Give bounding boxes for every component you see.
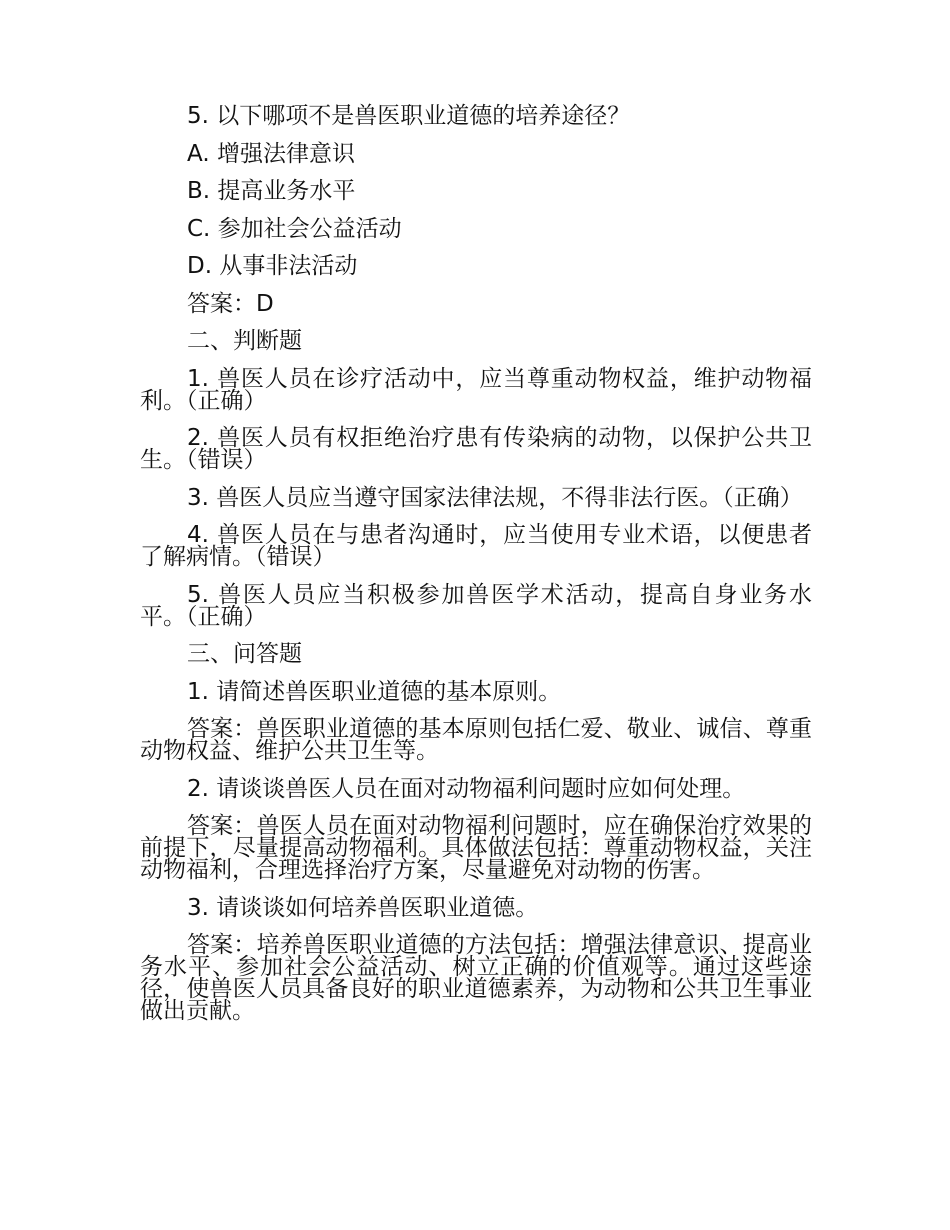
judgment-item-1: 1. 兽医人员在诊疗活动中，应当尊重动物权益，维护动物福利。（正确） <box>140 365 812 414</box>
qa-question-3: 3. 请谈谈如何培养兽医职业道德。 <box>187 894 539 921</box>
qa-answer-1: 答案：兽医职业道德的基本原则包括仁爱、敬业、诚信、尊重动物权益、维护公共卫生等。 <box>140 716 812 764</box>
mc-option-a: A. 增强法律意识 <box>187 140 355 167</box>
judgment-item-3: 3. 兽医人员应当遵守国家法律法规，不得非法行医。（正确） <box>187 484 803 511</box>
judgment-item-5: 5. 兽医人员应当积极参加兽医学术活动，提高自身业务水平。（正确） <box>140 581 812 630</box>
mc-option-b: B. 提高业务水平 <box>187 178 356 204</box>
qa-question-1: 1. 请简述兽医职业道德的基本原则。 <box>187 678 562 705</box>
mc-question-stem: 5. 以下哪项不是兽医职业道德的培养途径？ <box>187 103 631 129</box>
mc-answer: 答案：D <box>187 290 274 317</box>
judgment-item-4: 4. 兽医人员在与患者沟通时，应当使用专业术语，以便患者了解病情。（错误） <box>140 522 812 570</box>
section-heading-judgment: 二、判断题 <box>187 328 302 354</box>
mc-option-c: C. 参加社会公益活动 <box>187 215 402 242</box>
judgment-item-2: 2. 兽医人员有权拒绝治疗患有传染病的动物，以保护公共卫生。（错误） <box>140 425 812 473</box>
section-heading-qa: 三、问答题 <box>187 641 302 667</box>
mc-option-d: D. 从事非法活动 <box>187 253 358 279</box>
qa-answer-3: 答案：培养兽医职业道德的方法包括：增强法律意识、提高业务水平、参加社会公益活动、树立正确的价值观等。通过这些途径，使兽医人员具备良好的职业道德素养，为动物和公共卫生事业做出贡献。 <box>140 932 812 1024</box>
document-page <box>140 105 812 1038</box>
qa-question-2: 2. 请谈谈兽医人员在面对动物福利问题时应如何处理。 <box>187 775 746 802</box>
qa-answer-2: 答案：兽医人员在面对动物福利问题时，应在确保治疗效果的前提下，尽量提高动物福利。具体做法包括：尊重动物权益，关注动物福利，合理选择治疗方案，尽量避免对动物的伤害。 <box>140 813 812 883</box>
